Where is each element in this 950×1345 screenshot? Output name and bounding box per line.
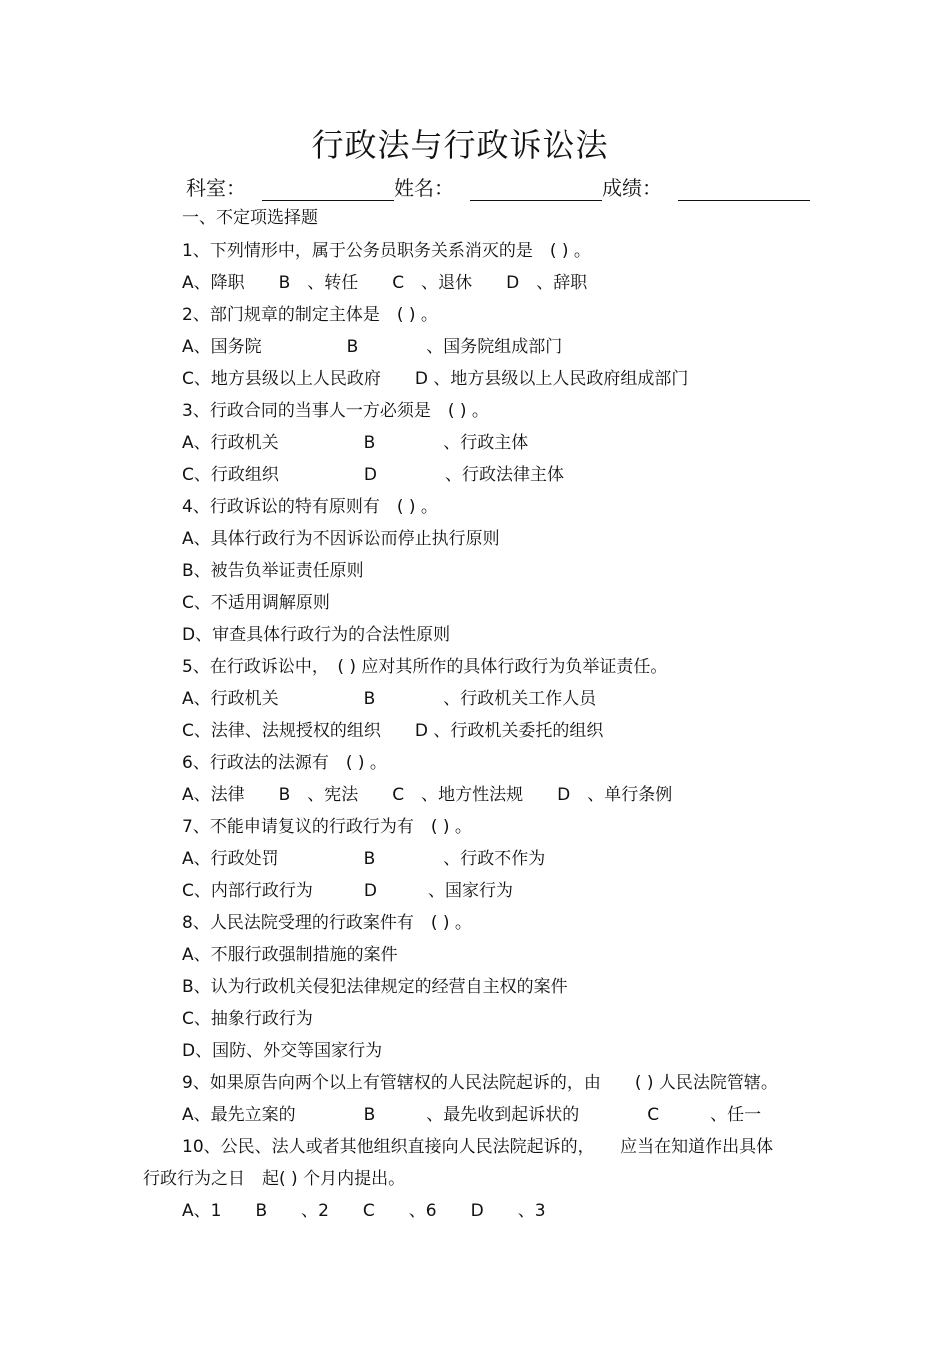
question-7-options-ab: A、行政处罚 B 、行政不作为	[182, 849, 546, 869]
question-3: 3、行政合同的当事人一方必须是 ( ) 。	[182, 401, 489, 421]
question-9-options: A、最先立案的 B 、最先收到起诉状的 C 、任一	[182, 1105, 762, 1125]
section-heading: 一、不定项选择题	[182, 208, 318, 228]
question-2-options-ab: A、国务院 B 、国务院组成部门	[182, 337, 563, 357]
question-7: 7、不能申请复议的行政行为有 ( ) 。	[182, 817, 472, 837]
question-8-option-c: C、抽象行政行为	[182, 1009, 313, 1029]
question-1-options: A、降职 B 、转任 C 、退休 D 、辞职	[182, 273, 588, 293]
question-1: 1、下列情形中，属于公务员职务关系消灭的是 ( ) 。	[182, 241, 591, 261]
question-3-options-ab: A、行政机关 B 、行政主体	[182, 433, 529, 453]
question-8-option-d: D、国防、外交等国家行为	[182, 1041, 383, 1061]
question-4-option-a: A、具体行政行为不因诉讼而停止执行原则	[182, 529, 500, 549]
info-fields	[186, 172, 810, 201]
field-department	[186, 172, 394, 201]
field-department-label: 科室：	[186, 176, 246, 200]
question-2-options-cd: C、地方县级以上人民政府 D 、地方县级以上人民政府组成部门	[182, 369, 689, 389]
question-8-option-a: A、不服行政强制措施的案件	[182, 945, 398, 965]
field-score-blank[interactable]	[678, 176, 810, 201]
question-6-options: A、法律 B 、宪法 C 、地方性法规 D 、单行条例	[182, 785, 673, 805]
question-5-options-ab: A、行政机关 B 、行政机关工作人员	[182, 689, 597, 709]
question-3-options-cd: C、行政组织 D 、行政法律主体	[182, 465, 564, 485]
field-department-blank[interactable]	[262, 176, 394, 201]
question-8: 8、人民法院受理的行政案件有 ( ) 。	[182, 913, 472, 933]
question-10-continued: 行政行为之日 起( ) 个月内提出。	[143, 1169, 406, 1189]
question-4-option-c: C、不适用调解原则	[182, 593, 330, 613]
question-7-options-cd: C、内部行政行为 D 、国家行为	[182, 881, 513, 901]
question-10: 10、公民、法人或者其他组织直接向人民法院起诉的， 应当在知道作出具体	[182, 1137, 774, 1157]
page-title: 行政法与行政诉讼法	[311, 126, 609, 164]
question-10-options: A、1 B 、2 C 、6 D 、3	[182, 1201, 546, 1221]
question-8-option-b: B、认为行政机关侵犯法律规定的经营自主权的案件	[182, 977, 568, 997]
question-4-option-d: D、审查具体行政行为的合法性原则	[182, 625, 451, 645]
question-4: 4、行政诉讼的特有原则有 ( ) 。	[182, 497, 438, 517]
question-5-options-cd: C、法律、法规授权的组织 D 、行政机关委托的组织	[182, 721, 604, 741]
question-5: 5、在行政诉讼中， ( ) 应对其所作的具体行政行为负举证责任。	[182, 657, 668, 677]
field-score	[602, 172, 810, 201]
question-4-option-b: B、被告负举证责任原则	[182, 561, 364, 581]
question-9: 9、如果原告向两个以上有管辖权的人民法院起诉的，由 ( ) 人民法院管辖。	[182, 1073, 778, 1093]
field-name-label: 姓名：	[394, 176, 454, 200]
field-name-blank[interactable]	[470, 176, 602, 201]
question-6: 6、行政法的法源有 ( ) 。	[182, 753, 387, 773]
field-name	[394, 172, 602, 201]
question-2: 2、部门规章的制定主体是 ( ) 。	[182, 305, 438, 325]
field-score-label: 成绩：	[602, 176, 662, 200]
